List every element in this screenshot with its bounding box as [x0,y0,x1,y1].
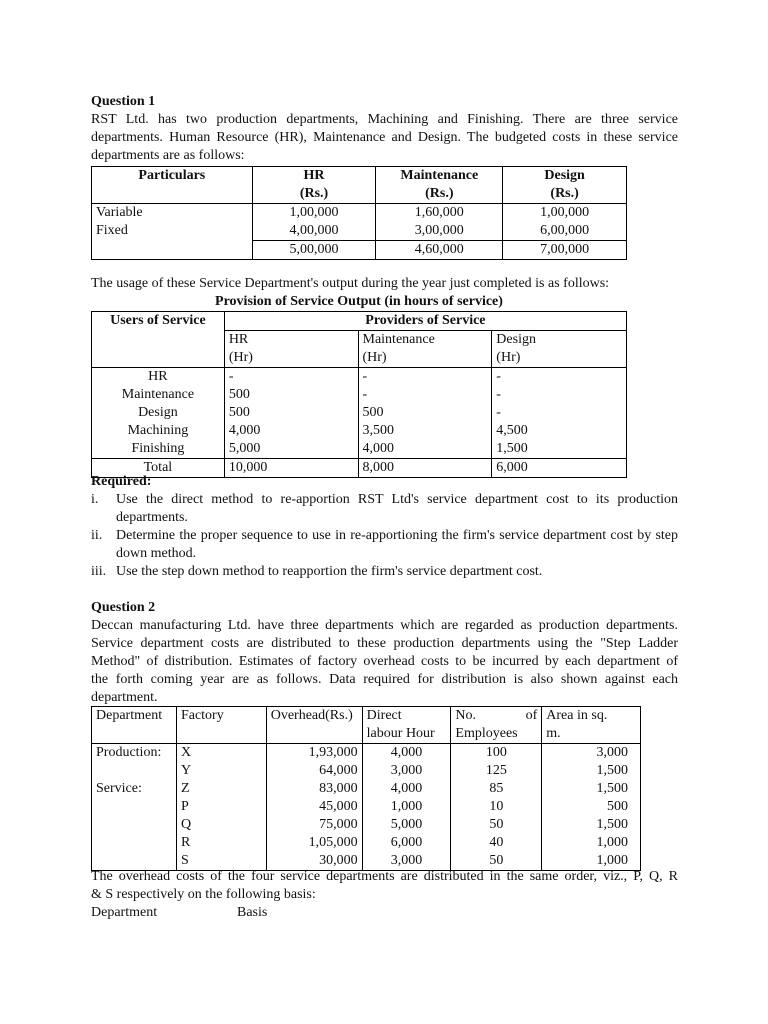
employees-cell: 85 [489,781,504,796]
users-header: Users of Service [92,312,225,331]
area-cell: 1,500 [596,781,628,796]
list-item [91,491,678,527]
question-1-title: Question 1 [91,94,156,109]
cell-value: 500 [228,387,250,402]
dlh-cell: 5,000 [390,817,423,832]
intro-line: departments. Human Resource (HR), Maintenance and Design. The budgeted costs in these service [91,130,678,145]
header-word: No. [455,708,477,723]
dlh-cell: 3,000 [390,763,423,778]
hr-hours [224,368,358,459]
employees-cell: 100 [485,745,507,760]
item-text: Use the step down method to reapportion the firm's service department cost. [116,564,543,579]
area-cell: 1,500 [596,763,628,778]
design-values [503,204,627,241]
item-number: i. [91,492,99,507]
header-unit: (Rs.) [299,186,329,201]
list-item [91,563,678,581]
total-maintenance-hours: 8,000 [358,459,492,478]
question-2-title: Question 2 [91,600,156,615]
area-column [542,744,641,871]
factory-cell: X [180,745,192,760]
cell-value: - [496,387,501,402]
employees-cell: 50 [489,853,504,868]
dlh-column [362,744,451,871]
overhead-table [91,706,641,871]
employees-cell: 10 [489,799,504,814]
col-design [492,331,627,368]
overhead-column [266,744,362,871]
header-line: Direct [366,708,402,723]
factory-cell: P [180,799,189,814]
header-label: Design [544,168,585,183]
maintenance-hours [358,368,492,459]
row-variable-label: Variable [96,205,143,220]
cell-value: 500 [228,405,250,420]
header-line [455,707,537,725]
employees-cell: 125 [485,763,507,778]
intro-line: Service department costs are distributed to these production departments using the "Step Ladder [91,636,678,651]
col-label: Maintenance [362,332,435,347]
cell-value: 1,60,000 [414,205,464,220]
cell-value: 4,500 [496,423,528,438]
cell-value: 4,000 [362,441,394,456]
item-number: ii. [91,528,103,543]
col-label: Design [496,332,536,347]
cell-value: - [362,369,368,384]
col-unit: (Hr) [496,350,521,365]
col-label: HR [228,332,249,347]
usage-table [91,311,627,478]
user-hr: HR [148,369,168,384]
dlh-cell: 4,000 [390,745,423,760]
intro-line: the forth coming year are as follows. Data required for distribution is also shown against each [91,672,678,687]
after-table-line-wrap [91,868,678,886]
dlh-cell: 4,000 [390,781,423,796]
total-hr-hours: 10,000 [224,459,358,478]
cell-value: 4,00,000 [289,223,339,238]
col-hr [224,331,358,368]
intro-line: departments are as follows: [91,148,245,163]
header-unit: (Rs.) [425,186,454,201]
cell-value: - [228,369,234,384]
overhead-cell: 75,000 [319,817,358,832]
budget-table [91,166,627,260]
after-table-text [91,868,678,922]
item-text: Use the direct method to re-apportion RST Ltd's service department cost to its production departments. [116,492,678,525]
providers-header: Providers of Service [224,312,626,331]
header-label: HR [303,168,325,183]
question-1 [91,93,678,165]
cell-value: 500 [362,405,384,420]
usage-text: The usage of these Service Department's output during the year just completed is as follows: [91,276,610,291]
cell-value: - [496,405,501,420]
factory-cell: Z [180,781,190,796]
factory-cell: S [180,853,189,868]
total-hr: 5,00,000 [252,241,376,260]
question-2-intro [91,617,678,689]
header-label: Maintenance [400,168,479,183]
item-number: iii. [91,564,107,579]
total-design: 7,00,000 [503,241,627,260]
header-word: of [525,708,538,723]
factory-cell: Y [180,763,192,778]
col-unit: (Hr) [228,350,253,365]
total-label: Total [92,459,225,478]
overhead-cell: 1,05,000 [308,835,358,850]
required-section [91,473,678,581]
cell-value: - [362,387,368,402]
header-line: Employees [455,726,518,741]
question-2 [91,599,678,707]
overhead-cell: 45,000 [319,799,358,814]
header-factory: Factory [176,707,266,744]
total-label-cell [92,241,253,260]
factory-cell: R [180,835,191,850]
design-hours [492,368,627,459]
area-cell: 3,000 [596,745,628,760]
basis-row [91,904,678,922]
header-employees [451,707,542,744]
intro-line: Deccan manufacturing Ltd. have three departments which are regarded as production departments. [91,618,678,633]
cell-value: 1,500 [496,441,528,456]
cell-value: 1,00,000 [289,205,339,220]
col-unit: (Hr) [362,350,387,365]
required-label: Required: [91,474,152,489]
intro-line: Method" of distribution. Estimates of factory overhead costs to be incurred by each department of [91,654,678,669]
item-text: Determine the proper sequence to use in re-apportioning the firm's service department cost by step down method. [116,528,678,561]
overhead-cell: 64,000 [319,763,358,778]
total-design-hours: 6,000 [492,459,627,478]
dlh-cell: 6,000 [390,835,423,850]
dept-cell: Production: [96,745,162,760]
factory-column [176,744,266,871]
cell-value: 3,00,000 [414,223,464,238]
employees-cell: 50 [489,817,504,832]
area-cell: 1,500 [596,817,628,832]
total-maintenance: 4,60,000 [376,241,503,260]
header-particulars: Particulars [92,167,253,204]
hr-values [252,204,376,241]
dept-cell [96,762,172,780]
user-machining: Machining [127,423,189,438]
dept-column [92,744,177,871]
header-hr [252,167,376,204]
dept-cell: Service: [96,781,142,796]
header-line: Area in sq. [546,708,608,723]
overhead-cell: 30,000 [319,853,358,868]
row-fixed-label: Fixed [96,223,128,238]
area-cell: 1,000 [596,853,628,868]
basis-label: Basis [237,905,268,920]
row-label [92,204,253,241]
cell-value: 3,500 [362,423,394,438]
cell-value: 4,000 [228,423,261,438]
area-cell: 500 [607,799,628,814]
maintenance-values [376,204,503,241]
provision-title: Provision of Service Output (in hours of service) [215,294,503,309]
col-maintenance [358,331,492,368]
cell-value: 1,00,000 [540,205,590,220]
overhead-cell: 1,93,000 [308,745,358,760]
header-design [503,167,627,204]
required-list [91,491,678,581]
factory-cell: Q [180,817,192,832]
after-line: & S respectively on the following basis: [91,887,316,902]
header-department: Department [92,707,177,744]
after-line: The overhead costs of the four service departments are distributed in the same order, viz., P, Q, R [91,869,678,884]
cell-value: - [496,369,501,384]
header-unit: (Rs.) [550,186,579,201]
cell-value: 6,00,000 [540,223,590,238]
user-finishing: Finishing [131,441,185,456]
question-1-intro [91,111,678,147]
header-line: labour Hour [366,726,435,741]
employees-cell: 40 [489,835,504,850]
header-line: m. [546,726,561,741]
user-maintenance: Maintenance [121,387,195,402]
list-item [91,527,678,563]
users-header-spacer [92,331,225,368]
intro-line: RST Ltd. has two production departments, Machining and Finishing. There are three service [91,112,678,127]
basis-department: Department [91,905,158,920]
area-cell: 1,000 [596,835,628,850]
overhead-cell: 83,000 [319,781,358,796]
dlh-cell: 1,000 [390,799,423,814]
header-maintenance [376,167,503,204]
user-design: Design [138,405,178,420]
users-list [92,368,225,459]
intro-line: department. [91,690,158,705]
header-overhead: Overhead(Rs.) [266,707,362,744]
employees-column [451,744,542,871]
header-direct-labour-hour [362,707,451,744]
header-area [542,707,641,744]
dlh-cell: 3,000 [390,853,423,868]
cell-value: 5,000 [228,441,261,456]
